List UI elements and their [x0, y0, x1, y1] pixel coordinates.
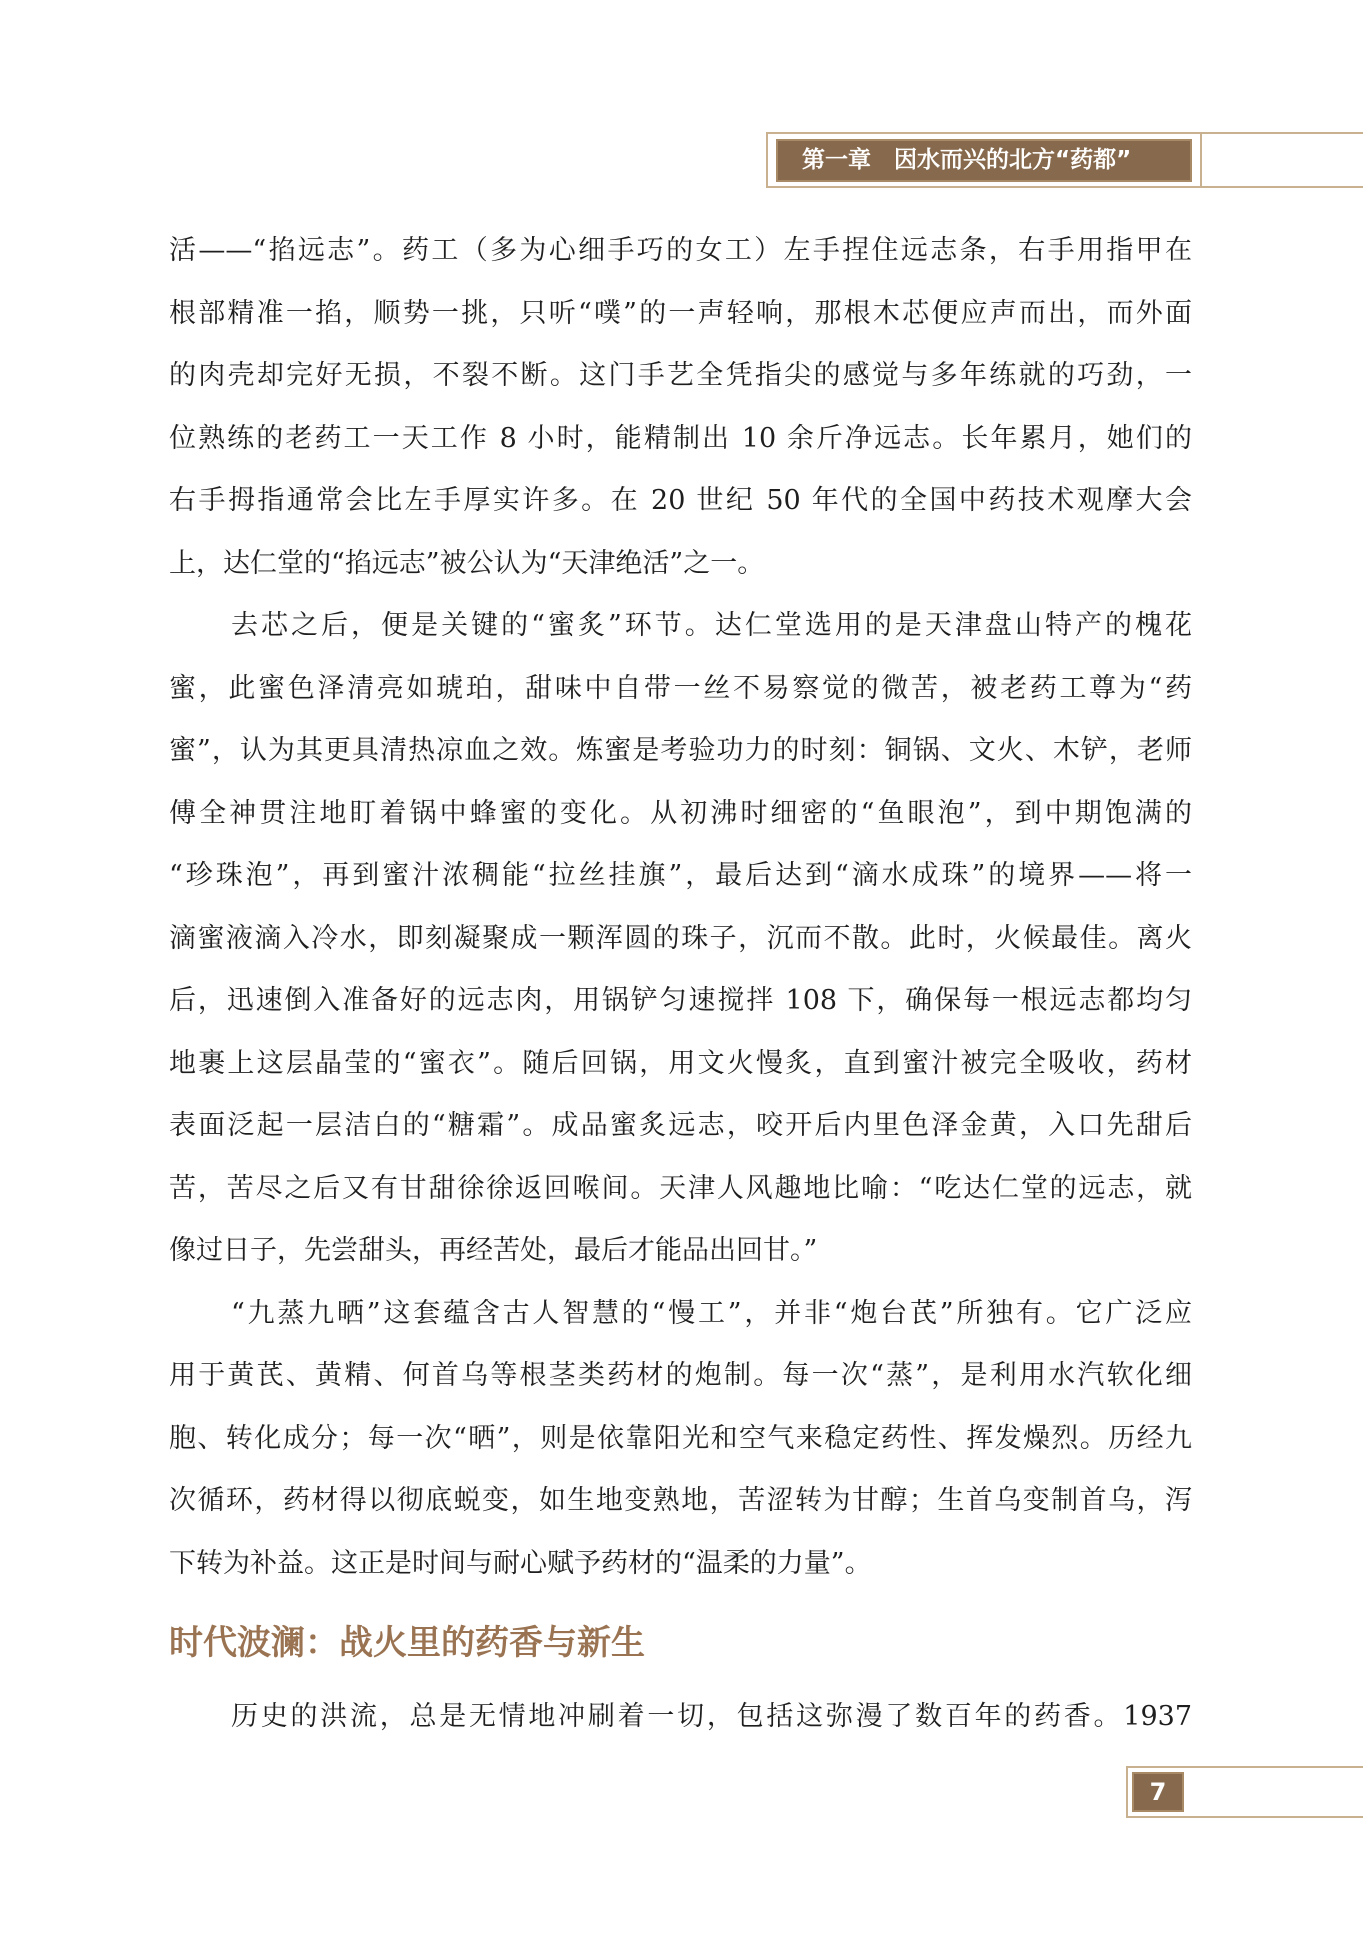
- paragraph: [169, 220, 1192, 595]
- text-line: 胞、转化成分；每一次“晒”，则是依靠阳光和空气来稳定药性、挥发燥烈。历经九: [169, 1422, 1192, 1454]
- text-line: 后，迅速倒入准备好的远志肉，用锅铲匀速搅拌 108 下，确保每一根远志都均匀: [169, 985, 1192, 1016]
- header-divider: [1200, 132, 1202, 188]
- section-heading: 时代波澜：战火里的药香与新生: [169, 1623, 645, 1663]
- text-line: 根部精准一掐，顺势一挑，只听“噗”的一声轻响，那根木芯便应声而出，而外面: [169, 297, 1192, 329]
- paragraph: [169, 595, 1192, 1283]
- text-line: 活——“掐远志”。药工（多为心细手巧的女工）左手捏住远志条，右手用指甲在: [169, 235, 1192, 266]
- text-line: 次循环，药材得以彻底蜕变，如生地变熟地，苦涩转为甘醇；生首乌变制首乌，泻: [169, 1485, 1192, 1516]
- text-line: 下转为补益。这正是时间与耐心赋予药材的“温柔的力量”。: [169, 1547, 872, 1579]
- paragraph: [169, 1686, 1192, 1749]
- text-line: 位熟练的老药工一天工作 8 小时，能精制出 10 余斤净远志。长年累月，她们的: [169, 422, 1192, 454]
- body-text: [169, 220, 1192, 1595]
- text-line: 表面泛起一层洁白的“糖霜”。成品蜜炙远志，咬开后内里色泽金黄，入口先甜后: [169, 1110, 1192, 1141]
- text-line: “珍珠泡”，再到蜜汁浓稠能“拉丝挂旗”，最后达到“滴水成珠”的境界——将一: [169, 860, 1192, 891]
- text-line: 右手拇指通常会比左手厚实许多。在 20 世纪 50 年代的全国中药技术观摩大会: [169, 485, 1192, 516]
- page-number: 7: [1132, 1772, 1184, 1812]
- text-line: “九蒸九晒”这套蕴含古人智慧的“慢工”，并非“炮台芪”所独有。它广泛应: [231, 1297, 1192, 1329]
- text-line: 历史的洪流，总是无情地冲刷着一切，包括这弥漫了数百年的药香。1937: [231, 1701, 1192, 1732]
- text-line: 上，达仁堂的“掐远志”被公认为“天津绝活”之一。: [169, 547, 765, 579]
- text-line: 蜜，此蜜色泽清亮如琥珀，甜味中自带一丝不易察觉的微苦，被老药工尊为“药: [169, 672, 1192, 704]
- text-line: 地裹上这层晶莹的“蜜衣”。随后回锅，用文火慢炙，直到蜜汁被完全吸收，药材: [169, 1047, 1192, 1079]
- chapter-title: 第一章 因水而兴的北方“药都”: [776, 139, 1192, 182]
- text-line: 的肉壳却完好无损，不裂不断。这门手艺全凭指尖的感觉与多年练就的巧劲，一: [169, 360, 1192, 391]
- paragraph: [169, 1283, 1192, 1596]
- text-line: 滴蜜液滴入冷水，即刻凝聚成一颗浑圆的珠子，沉而不散。此时，火候最佳。离火: [169, 922, 1192, 954]
- text-line: 用于黄芪、黄精、何首乌等根茎类药材的炮制。每一次“蒸”，是利用水汽软化细: [169, 1360, 1192, 1391]
- text-line: 像过日子，先尝甜头，再经苦处，最后才能品出回甘。”: [169, 1235, 818, 1266]
- text-line: 蜜”，认为其更具清热凉血之效。炼蜜是考验功力的时刻：铜锅、文火、木铲，老师: [169, 735, 1192, 766]
- text-line: 傅全神贯注地盯着锅中蜂蜜的变化。从初沸时细密的“鱼眼泡”，到中期饱满的: [169, 797, 1192, 829]
- text-line: 苦，苦尽之后又有甘甜徐徐返回喉间。天津人风趣地比喻：“吃达仁堂的远志，就: [169, 1172, 1192, 1204]
- text-line: 去芯之后，便是关键的“蜜炙”环节。达仁堂选用的是天津盘山特产的槐花: [231, 610, 1192, 641]
